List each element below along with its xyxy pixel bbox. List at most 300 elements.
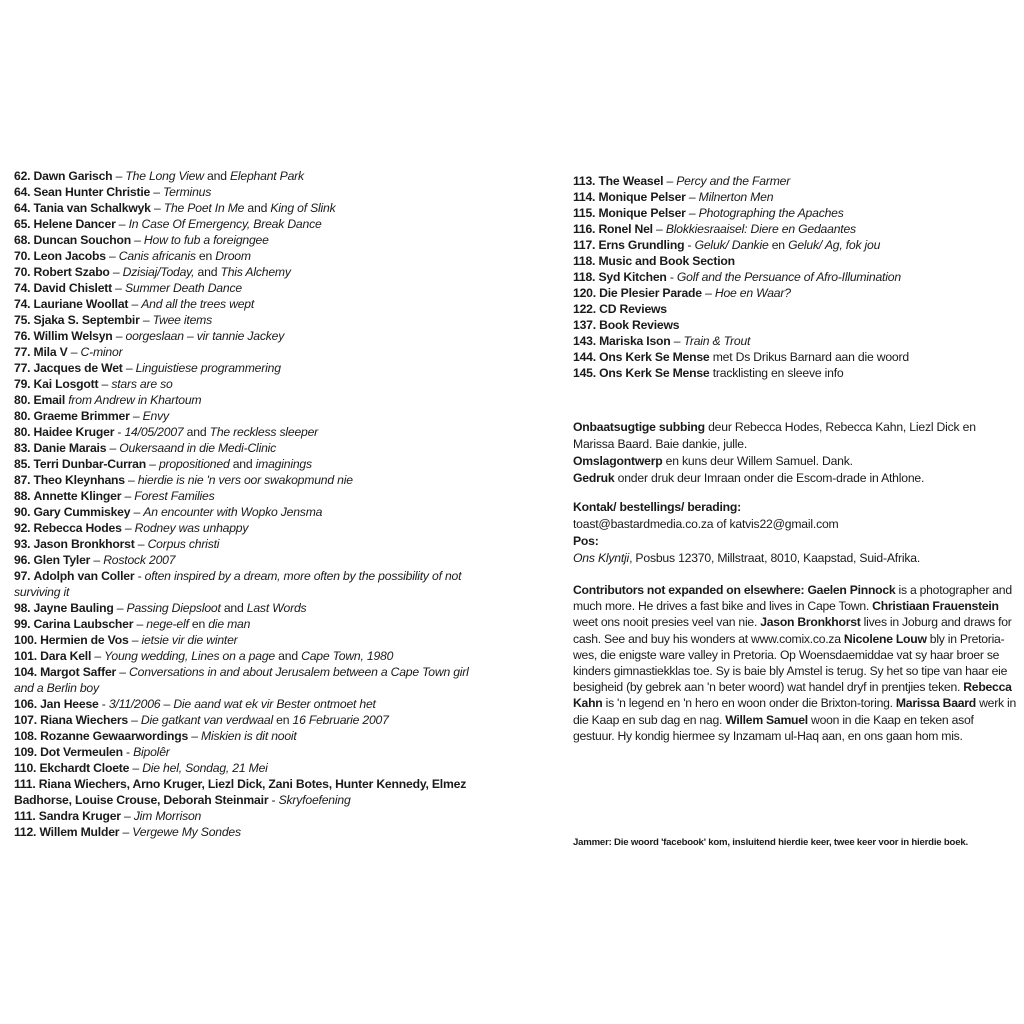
contents-entry [14, 168, 474, 184]
body-text: onder druk deur Imraan onder die Escom-drade in Athlone. [614, 471, 925, 485]
entry-page-number: 74. [14, 281, 31, 295]
entry-page-number: 88. [14, 489, 31, 503]
body-text: en kuns deur Willem Samuel. Dank. [662, 454, 853, 468]
entry-page-number: 77. [14, 361, 31, 375]
contributor-name: Willem Samuel [725, 712, 808, 727]
entry-connector: en [272, 713, 293, 727]
entry-title: stars are so [111, 377, 173, 391]
entry-separator: – [188, 729, 202, 743]
entry-connector: and [183, 425, 210, 439]
body-text: deur Rebecca Hodes, Rebecca Kahn, Liezl Dick en Marissa Baard. Baie dankie, julle. [573, 420, 976, 451]
entry-author: Die Plesier Parade [599, 286, 702, 300]
contents-entry [14, 408, 474, 424]
entry-title: Milnerton Men [698, 190, 774, 204]
entry-page-number: 118. [573, 270, 596, 284]
entry-separator: – [121, 521, 135, 535]
entry-title: Envy [142, 409, 169, 423]
entry-author: Hermien de Vos [40, 633, 129, 647]
contact-block [573, 499, 1018, 567]
entry-title: Canis africanis [118, 249, 196, 263]
entry-title: Miskien is dit nooit [201, 729, 297, 743]
contributors-paragraph [573, 582, 1018, 744]
contents-entry [14, 600, 474, 616]
entry-separator: - [666, 270, 677, 284]
entry-title: Jim Morrison [133, 809, 202, 823]
entry-connector: and [194, 265, 221, 279]
credits-line [573, 453, 1018, 470]
entry-separator: - [114, 425, 125, 439]
entry-page-number: 75. [14, 313, 31, 327]
entry-separator: – [652, 222, 666, 236]
entry-page-number: 97. [14, 569, 31, 583]
entry-page-number: 116. [573, 222, 596, 236]
entry-title: Die aand wat ek vir Bester ontmoet het [173, 697, 376, 711]
contents-entry [14, 568, 474, 600]
contents-entry [14, 424, 474, 440]
entry-connector: en [188, 617, 209, 631]
entry-author: Adolph van Coller [33, 569, 135, 583]
entry-title: Linguistiese programmering [135, 361, 281, 375]
entry-author: Dot Vermeulen [40, 745, 123, 759]
entry-title: Vergewe My Sondes [132, 825, 241, 839]
entry-separator: – [128, 297, 142, 311]
entry-separator: – [115, 217, 129, 231]
entry-title: Young wedding, Lines on a page [104, 649, 275, 663]
entry-title: Twee items [152, 313, 213, 327]
entry-title: Geluk/ Dankie [694, 238, 769, 252]
entry-author: Jason Bronkhorst [33, 537, 135, 551]
entry-page-number: 80. [14, 393, 31, 407]
entry-author: Carina Laubscher [33, 617, 134, 631]
entry-title: hierdie is nie 'n vers oor swakopmund nie [137, 473, 353, 487]
entry-page-number: 96. [14, 553, 31, 567]
entry-page-number: 108. [14, 729, 37, 743]
entry-page-number: 68. [14, 233, 31, 247]
entry-title: Rostock 2007 [103, 553, 176, 567]
entry-title: Blokkiesraaisel: Diere en Gedaantes [665, 222, 856, 236]
entry-title: And all the trees wept [141, 297, 255, 311]
entry-separator: – [663, 174, 677, 188]
contributor-bio: weet ons nooit presies veel van nie. [573, 615, 761, 630]
contents-entry [14, 456, 474, 472]
entry-author: Ons Kerk Se Mense [599, 350, 710, 364]
contents-entry [14, 472, 474, 488]
entry-title: imaginings [255, 457, 312, 471]
contents-entry [14, 488, 474, 504]
contributor-bio: bly in Pretoria-wes, die enigste ware valley in Pretoria. Op Woensdaemiddae vat sy haar broer se kinders gimnastiekklas toe. Sy is baie bly Amstel is terug. Sy het so tipe van haar eie besigheid (by gebrek aan 'n beter woord) wat handel dryf in prentjies teken. [573, 631, 1008, 695]
entry-page-number: 92. [14, 521, 31, 535]
entry-page-number: 144. [573, 350, 596, 364]
contents-entry [573, 349, 1018, 365]
contents-list-left [14, 168, 474, 840]
bold-text: Gedruk [573, 471, 615, 485]
entry-page-number: 104. [14, 665, 37, 679]
contents-entry [573, 253, 1018, 269]
contents-entry [14, 520, 474, 536]
entry-author: Kai Losgott [33, 377, 99, 391]
entry-author: Danie Marais [33, 441, 107, 455]
entry-author: Sean Hunter Christie [33, 185, 151, 199]
entry-title: Terminus [163, 185, 212, 199]
contents-entry [14, 504, 474, 520]
entry-title: vir tannie Jackey [196, 329, 285, 343]
entry-separator: – [109, 265, 123, 279]
entry-author: Lauriane Woollat [33, 297, 129, 311]
contents-entry [14, 824, 474, 840]
entry-page-number: 80. [14, 409, 31, 423]
entry-page-number: 65. [14, 217, 31, 231]
bold-text: Kontak/ bestellings/ berading: [573, 500, 742, 514]
contents-entry [14, 696, 474, 712]
entry-page-number: 85. [14, 457, 31, 471]
entry-connector: met Ds Drikus Barnard aan die woord [712, 350, 909, 364]
entry-separator: – [130, 505, 144, 519]
entry-connector: tracklisting en sleeve info [712, 366, 844, 380]
contributor-bio: lives in Joburg and draws for cash. See and buy his wonders at www.comix.co.za [573, 615, 1012, 646]
entry-author: Monique Pelser [598, 206, 686, 220]
entry-title: The Poet In Me [163, 201, 245, 215]
contents-entry [14, 360, 474, 376]
entry-author: Sandra Kruger [38, 809, 121, 823]
entry-author: Haidee Kruger [33, 425, 115, 439]
entry-page-number: 109. [14, 745, 37, 759]
contents-entry [14, 808, 474, 824]
entry-separator: – [129, 409, 143, 423]
contents-entry [14, 664, 474, 696]
entry-author: Book Reviews [599, 318, 680, 332]
entry-separator: - [98, 697, 109, 711]
entry-title: oorgeslaan [125, 329, 184, 343]
entry-separator: – [139, 313, 153, 327]
contact-line [573, 499, 1018, 516]
entry-title: Passing Diepsloot [126, 601, 221, 615]
entry-author: Margot Saffer [40, 665, 117, 679]
contents-entry [14, 216, 474, 232]
entry-separator: – [105, 249, 119, 263]
contact-line [573, 516, 1018, 533]
entry-page-number: 122. [573, 302, 596, 316]
entry-author: Riana Wiechers, Arno Kruger, Liezl Dick, Zani Botes, Hunter Kennedy, Elmez Badhorse, Louise Crouse, Deborah Steinmair [14, 777, 467, 807]
entry-separator: – [133, 617, 147, 631]
entry-page-number: 98. [14, 601, 31, 615]
entry-page-number: 83. [14, 441, 31, 455]
entry-author: CD Reviews [599, 302, 667, 316]
contributor-name: Christiaan Frauenstein [872, 599, 999, 614]
contributors-block [573, 582, 1018, 744]
contents-entry [573, 173, 1018, 189]
credits-line [573, 470, 1018, 487]
contributor-name: Contributors not expanded on elsewhere: Gaelen Pinnock [573, 583, 896, 597]
entry-title: die man [208, 617, 251, 631]
entry-author: Graeme Brimmer [33, 409, 130, 423]
contributor-bio: werk in die Kaap en sub dag en nag. [573, 696, 1016, 727]
entry-author: Riana Wiechers [40, 713, 128, 727]
contents-entry [14, 648, 474, 664]
entry-page-number: 143. [573, 334, 596, 348]
entry-separator: – [670, 334, 684, 348]
entry-connector: en [195, 249, 216, 263]
entry-title: nege-elf [146, 617, 189, 631]
entry-page-number: 111. [14, 777, 36, 791]
entry-page-number: 100. [14, 633, 37, 647]
entry-title: In Case Of Emergency, Break Dance [128, 217, 322, 231]
contents-entry [14, 728, 474, 744]
contributor-name: Marissa Baard [895, 696, 976, 711]
entry-author: Willem Mulder [39, 825, 120, 839]
body-text: toast@bastardmedia.co.za of katvis22@gmail.com [573, 517, 839, 531]
entry-title: Summer Death Dance [124, 281, 242, 295]
italic-text: Ons Klyntji [573, 551, 630, 565]
entry-title: Die hel, Sondag, 21 Mei [142, 761, 268, 775]
entry-title: Rodney was unhappy [134, 521, 249, 535]
entry-title: often inspired by a dream, more often by the possibility of not surviving it [14, 569, 462, 599]
body-text: , Posbus 12370, Millstraat, 8010, Kaapstad, Suid-Afrika. [629, 551, 921, 565]
entry-author: Jan Heese [40, 697, 99, 711]
entry-page-number: 101. [14, 649, 37, 663]
entry-page-number: 62. [14, 169, 31, 183]
contents-list-right [573, 173, 1018, 381]
entry-title: Die gatkant van verdwaal [140, 713, 273, 727]
contributor-bio: is a photographer and much more. He drives a fast bike and lives in Cape Town. [573, 583, 1012, 614]
entry-page-number: 113. [573, 174, 596, 188]
entry-page-number: 99. [14, 617, 31, 631]
entry-title: from Andrew in Khartoum [68, 393, 202, 407]
contents-entry [14, 296, 474, 312]
contributor-bio: is 'n legend en 'n hero en woon onder die Brixton-toring. [602, 696, 896, 711]
entry-title: The reckless sleeper [209, 425, 319, 439]
entry-title: Corpus christi [147, 537, 220, 551]
contents-entry [573, 237, 1018, 253]
entry-title: Last Words [246, 601, 307, 615]
entry-author: Helene Dancer [33, 217, 116, 231]
bold-text: Pos: [573, 534, 599, 548]
entry-author: Jayne Bauling [33, 601, 114, 615]
entry-author: Email [33, 393, 66, 407]
entry-author: Tania van Schalkwyk [33, 201, 151, 215]
contact-line [573, 533, 1018, 550]
entry-title: Elephant Park [229, 169, 304, 183]
entry-separator: – [116, 665, 130, 679]
entry-author: Erns Grundling [598, 238, 685, 252]
entry-author: Rebecca Hodes [33, 521, 122, 535]
entry-title: How to fub a foreigngee [143, 233, 269, 247]
bold-text: Omslagontwerp [573, 454, 663, 468]
entry-title: Oukersaand in die Medi-Clinic [119, 441, 277, 455]
entry-separator: – [145, 457, 159, 471]
entry-connector: and [229, 457, 256, 471]
entry-author: Monique Pelser [598, 190, 686, 204]
entry-title: ietsie vir die winter [141, 633, 238, 647]
contents-entry [14, 744, 474, 760]
entry-separator: – [113, 601, 127, 615]
credits-block [573, 419, 1018, 487]
entry-page-number: 70. [14, 249, 31, 263]
entry-title: Geluk/ Ag, fok jou [788, 238, 881, 252]
contents-entry [14, 200, 474, 216]
entry-separator: – [150, 185, 164, 199]
contents-entry [14, 248, 474, 264]
entry-author: Rozanne Gewaarwordings [40, 729, 189, 743]
entry-separator: – [150, 201, 164, 215]
entry-page-number: 93. [14, 537, 31, 551]
entry-page-number: 117. [573, 238, 596, 252]
entry-connector: and [203, 169, 230, 183]
contents-entry [14, 536, 474, 552]
entry-separator: – [685, 190, 699, 204]
entry-page-number: 80. [14, 425, 31, 439]
contents-entry [573, 301, 1018, 317]
contents-entry [14, 312, 474, 328]
entry-page-number: 106. [14, 697, 37, 711]
entry-separator: – [119, 825, 133, 839]
entry-page-number: 74. [14, 297, 31, 311]
contents-entry [14, 392, 474, 408]
entry-separator: – [701, 286, 715, 300]
entry-author: The Weasel [598, 174, 664, 188]
contents-entry [14, 760, 474, 776]
entry-title: Cape Town, 1980 [301, 649, 394, 663]
entry-separator: – [112, 281, 125, 295]
entry-page-number: 137. [573, 318, 596, 332]
entry-title: propositioned [158, 457, 230, 471]
entry-author: Syd Kitchen [598, 270, 667, 284]
entry-author: Glen Tyler [33, 553, 91, 567]
entry-separator: – [67, 345, 81, 359]
entry-connector: and [274, 649, 302, 663]
entry-author: Duncan Souchon [33, 233, 131, 247]
contents-entry [573, 205, 1018, 221]
entry-page-number: 118. [573, 254, 596, 268]
footnote: Jammer: Die woord 'facebook' kom, insluitend hierdie keer, twee keer voor in hierdie boek. [573, 837, 968, 848]
entry-author: Ons Kerk Se Mense [599, 366, 710, 380]
entry-title: Skryfoefening [278, 793, 351, 807]
contents-entry [573, 285, 1018, 301]
entry-title: Percy and the Farmer [676, 174, 791, 188]
entry-author: Sjaka S. Septembir [33, 313, 140, 327]
entry-page-number: 70. [14, 265, 31, 279]
entry-connector: – [160, 697, 174, 711]
entry-separator: - [684, 238, 695, 252]
contents-entry [14, 552, 474, 568]
entry-separator: – [90, 553, 104, 567]
entry-separator: – [130, 233, 144, 247]
contents-entry [14, 712, 474, 728]
entry-author: Gary Cummiskey [33, 505, 131, 519]
contents-entry [14, 616, 474, 632]
entry-title: This Alchemy [220, 265, 291, 279]
entry-page-number: 111. [14, 809, 36, 823]
contents-entry [14, 344, 474, 360]
entry-author: Ekchardt Cloete [39, 761, 130, 775]
entry-author: Terri Dunbar-Curran [33, 457, 146, 471]
entry-author: David Chislett [33, 281, 112, 295]
entry-author: Jacques de Wet [33, 361, 123, 375]
entry-page-number: 90. [14, 505, 31, 519]
entry-title: King of Slink [270, 201, 336, 215]
entry-separator: - [134, 569, 145, 583]
entry-separator: – [121, 489, 135, 503]
entry-page-number: 115. [573, 206, 596, 220]
entry-author: Dara Kell [40, 649, 92, 663]
credits-line [573, 419, 1018, 453]
entry-title: Bipolêr [133, 745, 170, 759]
contributor-bio: woon in die Kaap en teken asof gestuur. Hy kondig hiermee sy Inzamam ul-Haq aan, en ons gaan hom mis. [573, 712, 974, 743]
contents-entry [573, 317, 1018, 333]
entry-page-number: 112. [14, 825, 37, 839]
entry-separator: – [106, 441, 120, 455]
entry-title: Droom [215, 249, 251, 263]
entry-page-number: 110. [14, 761, 37, 775]
entry-page-number: 77. [14, 345, 31, 359]
entry-separator: – [128, 633, 142, 647]
entry-separator: – [127, 713, 141, 727]
entry-page-number: 120. [573, 286, 596, 300]
contributor-name: Nicolene Louw [843, 631, 927, 646]
entry-separator: – [98, 377, 112, 391]
contributor-name: Jason Bronkhorst [760, 615, 861, 630]
entry-connector: en [768, 238, 789, 252]
entry-connector: and [220, 601, 247, 615]
entry-separator: – [120, 809, 134, 823]
entry-separator: – [91, 649, 105, 663]
entry-page-number: 145. [573, 366, 596, 380]
contents-entry [14, 328, 474, 344]
entry-title: Train & Trout [683, 334, 751, 348]
entry-page-number: 76. [14, 329, 31, 343]
entry-page-number: 64. [14, 201, 31, 215]
entry-author: Robert Szabo [33, 265, 110, 279]
entry-title: 14/05/2007 [124, 425, 184, 439]
entry-author: Mariska Ison [599, 334, 671, 348]
entry-separator: – [134, 537, 148, 551]
contents-entry [14, 232, 474, 248]
entry-title: The Long View [125, 169, 204, 183]
entry-title: Hoe en Waar? [714, 286, 791, 300]
entry-page-number: 114. [573, 190, 596, 204]
bold-text: Onbaatsugtige subbing [573, 420, 705, 434]
contents-entry [14, 264, 474, 280]
entry-author: Dawn Garisch [33, 169, 113, 183]
contents-entry [14, 184, 474, 200]
contents-entry [573, 189, 1018, 205]
entry-author: Ronel Nel [598, 222, 653, 236]
contact-line [573, 550, 1018, 567]
entry-author: Annette Klinger [33, 489, 122, 503]
entry-author: Music and Book Section [598, 254, 735, 268]
contents-entry [14, 776, 474, 808]
entry-separator: – [685, 206, 699, 220]
entry-page-number: 107. [14, 713, 37, 727]
entry-title: Conversations in and about Jerusalem between a Cape Town girl and a Berlin boy [14, 665, 469, 695]
entry-separator: – [112, 329, 126, 343]
entry-title: 3/11/2006 [108, 697, 161, 711]
entry-separator: – [122, 361, 136, 375]
contents-entry [573, 269, 1018, 285]
entry-connector: and [244, 201, 271, 215]
contents-entry [573, 333, 1018, 349]
entry-title: 16 Februarie 2007 [292, 713, 389, 727]
entry-separator: – [124, 473, 138, 487]
entry-separator: – [112, 169, 126, 183]
entry-page-number: 87. [14, 473, 31, 487]
contents-entry [573, 221, 1018, 237]
entry-page-number: 79. [14, 377, 31, 391]
entry-connector: – [183, 329, 197, 343]
entry-separator: – [129, 761, 143, 775]
entry-title: C-minor [80, 345, 123, 359]
contents-entry [14, 632, 474, 648]
contents-entry [573, 365, 1018, 381]
